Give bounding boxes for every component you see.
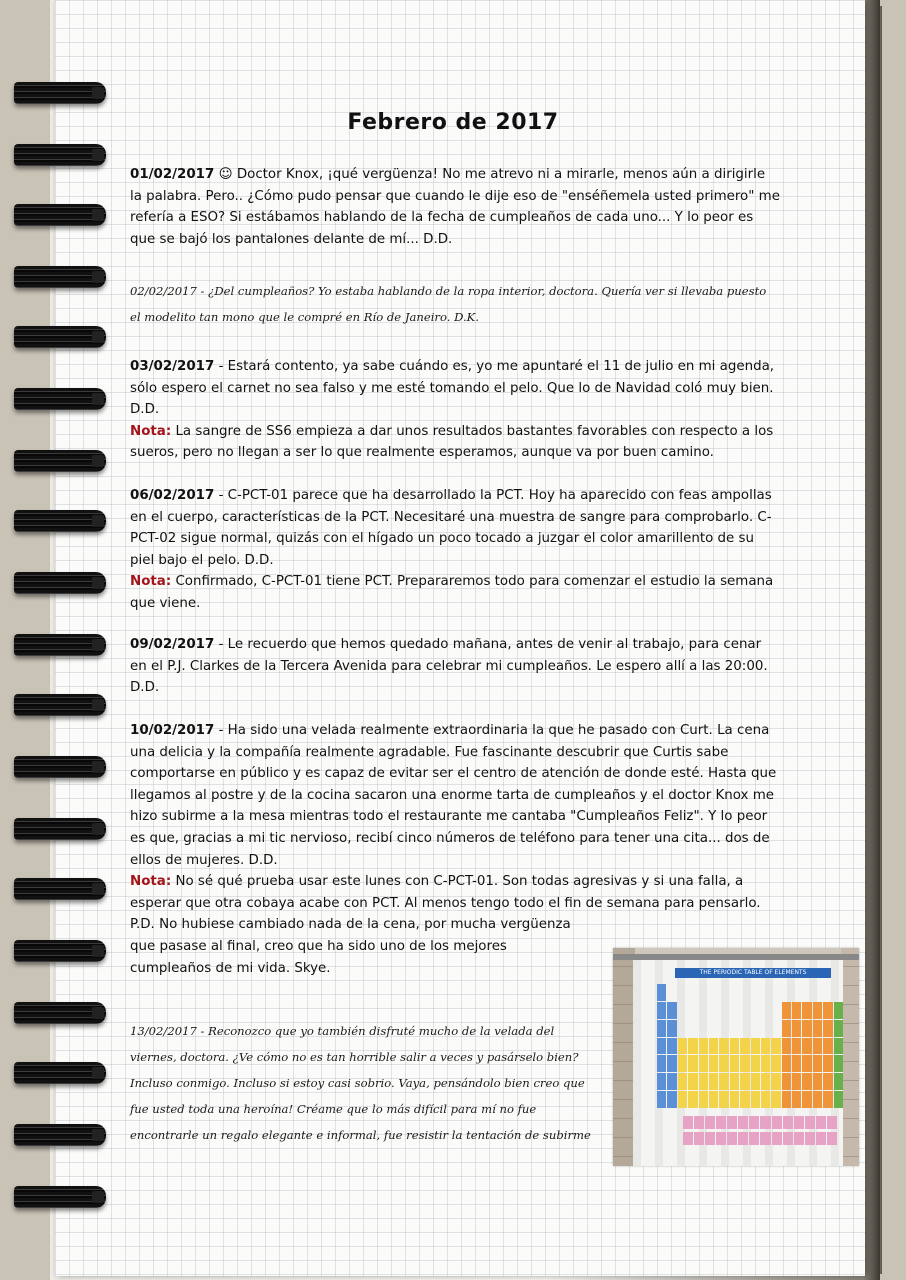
element-cell <box>761 984 770 1001</box>
element-cell <box>823 984 832 1001</box>
punch-hole <box>92 577 104 589</box>
element-cell <box>740 1020 749 1037</box>
element-cell <box>782 1038 791 1055</box>
punch-hole <box>92 209 104 221</box>
element-cell <box>678 1055 687 1072</box>
element-cell <box>834 984 843 1001</box>
element-cell <box>683 1116 693 1129</box>
element-cell <box>792 1055 801 1072</box>
spiral-ring <box>14 262 106 292</box>
reply-entry: 02/02/2017 - ¿Del cumpleaños? Yo estaba hablando de la ropa interior, doctora. Quería ver si llevaba puesto el modelito tan mono que le compré en Río de Janeiro. D.K. <box>130 284 767 324</box>
element-cell <box>719 1002 728 1019</box>
element-cell <box>834 1020 843 1037</box>
element-cell <box>802 984 811 1001</box>
nota-label: Nota: <box>130 874 172 890</box>
element-cell <box>678 1020 687 1037</box>
element-cell <box>657 1055 666 1072</box>
element-cell <box>771 1091 780 1108</box>
element-cell <box>782 1020 791 1037</box>
element-cell <box>657 984 666 1001</box>
element-cell <box>813 1020 822 1037</box>
entry-text: - C-PCT-01 parece que ha desarrollado la PCT. Hoy ha aparecido con feas ampollas en el cuerpo, características de la PCT. Necesitaré una muestra de sangre para comprobarlo. C-PCT-02 sigue normal, quizás con el hígado un poco tocado a juzgar el color amarillento de su piel bajo el pelo. D.D. <box>130 488 772 568</box>
element-cell <box>730 1038 739 1055</box>
element-cell <box>657 1073 666 1090</box>
element-cell <box>751 1038 760 1055</box>
element-cell <box>751 1073 760 1090</box>
element-cell <box>771 1002 780 1019</box>
entry-text: - Le recuerdo que hemos quedado mañana, antes de venir al trabajo, para cenar en el P.J. Clarkes de la Tercera Avenida para celebrar mi cumpleaños. Le espero allí a las 20:00. D.D. <box>130 637 768 696</box>
element-cell <box>834 1038 843 1055</box>
punch-hole <box>92 271 104 283</box>
element-cell <box>772 1132 782 1145</box>
element-cell <box>834 1091 843 1108</box>
element-cell <box>751 984 760 1001</box>
punch-hole <box>92 945 104 957</box>
nota-label: Nota: <box>130 423 172 439</box>
element-cell <box>688 1091 697 1108</box>
element-cell <box>657 1002 666 1019</box>
element-cell <box>740 1073 749 1090</box>
element-cell <box>751 1055 760 1072</box>
element-cell <box>816 1132 826 1145</box>
element-cell <box>719 1091 728 1108</box>
element-cell <box>709 1038 718 1055</box>
element-cell <box>667 1038 676 1055</box>
nota-label: Nota: <box>130 574 172 590</box>
spiral-ring <box>14 1120 106 1150</box>
element-cell <box>751 1002 760 1019</box>
reply-entry: 13/02/2017 - Reconozco que yo también disfruté mucho de la velada del viernes, doctora. ¿Ve cómo no es tan horrible salir a veces y pasárselo bien? Incluso conmigo. Incluso si estoy casi sobrio. Vaya, pensándolo bien creo que fue usted toda una heroína! Créame que lo más difícil para mí no fue encontrarle un regalo elegante e informal, fue resistir la tentación de subirme <box>130 1024 591 1142</box>
punch-hole <box>92 639 104 651</box>
element-cell <box>761 1055 770 1072</box>
spiral-ring <box>14 200 106 230</box>
element-cell <box>805 1132 815 1145</box>
element-cell <box>740 1038 749 1055</box>
diary-entry <box>130 485 780 615</box>
element-cell <box>783 1132 793 1145</box>
punch-hole <box>92 699 104 711</box>
periodic-table-banner: THE PERIODIC TABLE OF ELEMENTS <box>675 968 831 978</box>
periodic-table <box>657 984 843 1108</box>
spiral-binding <box>0 0 120 1280</box>
element-cell <box>719 984 728 1001</box>
punch-hole <box>92 823 104 835</box>
entry-date: 01/02/2017 <box>130 167 215 182</box>
element-cell <box>813 1002 822 1019</box>
element-cell <box>771 1020 780 1037</box>
element-cell <box>802 1020 811 1037</box>
postscript: P.D. No hubiese cambiado nada de la cena, por mucha vergüenza que pasase al final, creo que ha sido uno de los mejores cumpleaños de mi vida. Skye. <box>130 917 571 976</box>
element-cell <box>719 1038 728 1055</box>
spiral-ring <box>14 78 106 108</box>
element-cell <box>760 1116 770 1129</box>
element-cell <box>813 1038 822 1055</box>
element-cell <box>719 1073 728 1090</box>
element-cell <box>792 1020 801 1037</box>
element-cell <box>719 1055 728 1072</box>
diary-entry <box>130 634 780 699</box>
element-cell <box>805 1116 815 1129</box>
page-title: Febrero de 2017 <box>347 110 559 135</box>
punch-hole <box>92 149 104 161</box>
element-cell <box>699 1073 708 1090</box>
element-cell <box>740 1055 749 1072</box>
entry-text: - Estará contento, ya sabe cuándo es, yo me apuntaré el 11 de julio en mi agenda, sólo espero el carnet no sea falso y me esté tomando el pelo. Que lo de Navidad coló muy bien. D.D. <box>130 359 775 418</box>
element-cell <box>834 1002 843 1019</box>
element-cell <box>688 1038 697 1055</box>
spiral-ring <box>14 752 106 782</box>
element-cell <box>782 1002 791 1019</box>
smiley-icon: ☺ <box>218 167 233 182</box>
entry-text: - Ha sido una velada realmente extraordinaria la que he pasado con Curt. La cena una delicia y la compañía realmente agradable. Fue fascinante descubrir que Curtis sabe comportarse en público y es capaz de evitar ser el centro de atención de donde esté. Hasta que llegamos al postre y de la cocina sacaron una enorme tarta de cumpleaños y el doctor Knox me hizo subirme a la mesa mientras todo el restaurante me cantaba "Cumpleaños Feliz". Y lo peor es que, gracias a mi tic nervioso, recibí cinco números de teléfono para tener una cita... dos de ellos de mujeres. D.D. <box>130 723 777 868</box>
spiral-ring <box>14 998 106 1028</box>
element-cell <box>727 1116 737 1129</box>
element-cell <box>678 1091 687 1108</box>
element-cell <box>699 984 708 1001</box>
diary-entry <box>130 164 780 250</box>
spiral-ring <box>14 874 106 904</box>
element-cell <box>794 1132 804 1145</box>
element-cell <box>705 1116 715 1129</box>
element-cell <box>792 1038 801 1055</box>
element-cell <box>699 1020 708 1037</box>
punch-hole <box>92 1067 104 1079</box>
element-cell <box>709 1002 718 1019</box>
element-cell <box>749 1132 759 1145</box>
spiral-ring <box>14 1058 106 1088</box>
punch-hole <box>92 883 104 895</box>
element-cell <box>823 1091 832 1108</box>
element-cell <box>699 1091 708 1108</box>
spiral-ring <box>14 630 106 660</box>
element-cell <box>802 1055 811 1072</box>
element-cell <box>738 1132 748 1145</box>
element-cell <box>705 1132 715 1145</box>
element-cell <box>699 1038 708 1055</box>
spiral-ring <box>14 384 106 414</box>
element-cell <box>709 1020 718 1037</box>
element-cell <box>802 1073 811 1090</box>
element-cell <box>688 1020 697 1037</box>
element-cell <box>813 984 822 1001</box>
element-cell <box>823 1002 832 1019</box>
spiral-ring <box>14 446 106 476</box>
element-cell <box>740 1002 749 1019</box>
element-cell <box>688 1073 697 1090</box>
element-cell <box>716 1132 726 1145</box>
spiral-ring <box>14 814 106 844</box>
spiral-ring <box>14 936 106 966</box>
punch-hole <box>92 1007 104 1019</box>
element-cell <box>730 1055 739 1072</box>
punch-hole <box>92 1191 104 1203</box>
element-cell <box>823 1073 832 1090</box>
element-cell <box>699 1002 708 1019</box>
element-cell <box>782 1055 791 1072</box>
element-cell <box>771 1055 780 1072</box>
shower-curtain-photo <box>613 948 859 1166</box>
punch-hole <box>92 515 104 527</box>
element-cell <box>688 1002 697 1019</box>
punch-hole <box>92 1129 104 1141</box>
element-cell <box>719 1020 728 1037</box>
element-cell <box>751 1091 760 1108</box>
punch-hole <box>92 331 104 343</box>
entry-date: 06/02/2017 <box>130 488 215 503</box>
element-cell <box>834 1055 843 1072</box>
diary-entry <box>130 720 780 979</box>
nota-text: La sangre de SS6 empieza a dar unos resultados bastantes favorables con respecto a los sueros, pero no llegan a ser lo que realmente esperamos, aunque va por buen camino. <box>130 423 774 461</box>
element-cell <box>657 1091 666 1108</box>
element-cell <box>738 1116 748 1129</box>
spiral-ring <box>14 690 106 720</box>
element-cell <box>688 984 697 1001</box>
element-cell <box>716 1116 726 1129</box>
element-cell <box>730 1091 739 1108</box>
element-cell <box>678 1073 687 1090</box>
element-cell <box>667 1073 676 1090</box>
element-cell <box>709 1091 718 1108</box>
element-cell <box>667 1055 676 1072</box>
element-cell <box>740 984 749 1001</box>
element-cell <box>730 1020 739 1037</box>
element-cell <box>688 1055 697 1072</box>
spiral-ring <box>14 322 106 352</box>
element-cell <box>827 1132 837 1145</box>
nota-text: Confirmado, C-PCT-01 tiene PCT. Prepararemos todo para comenzar el estudio la semana que viene. <box>130 574 774 611</box>
diary-entry <box>130 356 780 464</box>
element-cell <box>694 1132 704 1145</box>
element-cell <box>772 1116 782 1129</box>
lanthanide-rows <box>683 1116 837 1146</box>
element-cell <box>657 1020 666 1037</box>
element-cell <box>783 1116 793 1129</box>
spiral-ring <box>14 140 106 170</box>
element-cell <box>802 1002 811 1019</box>
entry-date: 10/02/2017 <box>130 723 215 738</box>
element-cell <box>792 984 801 1001</box>
punch-hole <box>92 455 104 467</box>
spiral-ring <box>14 568 106 598</box>
element-cell <box>740 1091 749 1108</box>
element-cell <box>761 1002 770 1019</box>
element-cell <box>813 1091 822 1108</box>
element-cell <box>823 1055 832 1072</box>
spiral-ring <box>14 506 106 536</box>
element-cell <box>761 1073 770 1090</box>
punch-hole <box>92 393 104 405</box>
element-cell <box>813 1073 822 1090</box>
element-cell <box>709 984 718 1001</box>
element-cell <box>761 1020 770 1037</box>
element-cell <box>792 1002 801 1019</box>
element-cell <box>667 1020 676 1037</box>
element-cell <box>792 1091 801 1108</box>
element-cell <box>782 984 791 1001</box>
element-cell <box>771 1073 780 1090</box>
element-cell <box>678 1002 687 1019</box>
element-cell <box>727 1132 737 1145</box>
element-cell <box>730 1002 739 1019</box>
element-cell <box>761 1038 770 1055</box>
element-cell <box>760 1132 770 1145</box>
element-cell <box>683 1132 693 1145</box>
element-cell <box>730 1073 739 1090</box>
entry-text: Doctor Knox, ¡qué vergüenza! No me atrevo ni a mirarle, menos aún a dirigirle la palabra. Pero.. ¿Cómo pudo pensar que cuando le dije eso de "enséñemela usted primero" me refería a ESO? Si estábamos hablando de la fecha de cumpleaños de cada uno... Y lo peor es que se bajó los pantalones delante de mí... D.D. <box>130 167 780 247</box>
element-cell <box>657 1038 666 1055</box>
element-cell <box>792 1073 801 1090</box>
element-cell <box>678 1038 687 1055</box>
element-cell <box>667 1091 676 1108</box>
element-cell <box>699 1055 708 1072</box>
element-cell <box>749 1116 759 1129</box>
element-cell <box>782 1073 791 1090</box>
wall-tiles <box>613 948 635 1166</box>
element-cell <box>709 1055 718 1072</box>
element-cell <box>802 1091 811 1108</box>
element-cell <box>730 984 739 1001</box>
element-cell <box>678 984 687 1001</box>
element-cell <box>802 1038 811 1055</box>
nota-text: No sé qué prueba usar este lunes con C-PCT-01. Son todas agresivas y si una falla, a esperar que otra cobaya acabe con PCT. Al menos tengo todo el fin de semana para pensarlo. <box>130 874 761 911</box>
punch-hole <box>92 761 104 773</box>
element-cell <box>694 1116 704 1129</box>
element-cell <box>667 1002 676 1019</box>
element-cell <box>771 1038 780 1055</box>
punch-hole <box>92 87 104 99</box>
element-cell <box>813 1055 822 1072</box>
entry-date: 09/02/2017 <box>130 637 215 652</box>
element-cell <box>751 1020 760 1037</box>
spiral-ring <box>14 1182 106 1212</box>
element-cell <box>709 1073 718 1090</box>
element-cell <box>823 1038 832 1055</box>
entry-date: 03/02/2017 <box>130 359 215 374</box>
element-cell <box>782 1091 791 1108</box>
element-cell <box>827 1116 837 1129</box>
element-cell <box>816 1116 826 1129</box>
element-cell <box>771 984 780 1001</box>
element-cell <box>794 1116 804 1129</box>
element-cell <box>834 1073 843 1090</box>
wall-tiles <box>841 948 859 1166</box>
element-cell <box>761 1091 770 1108</box>
element-cell <box>823 1020 832 1037</box>
element-cell <box>667 984 676 1001</box>
